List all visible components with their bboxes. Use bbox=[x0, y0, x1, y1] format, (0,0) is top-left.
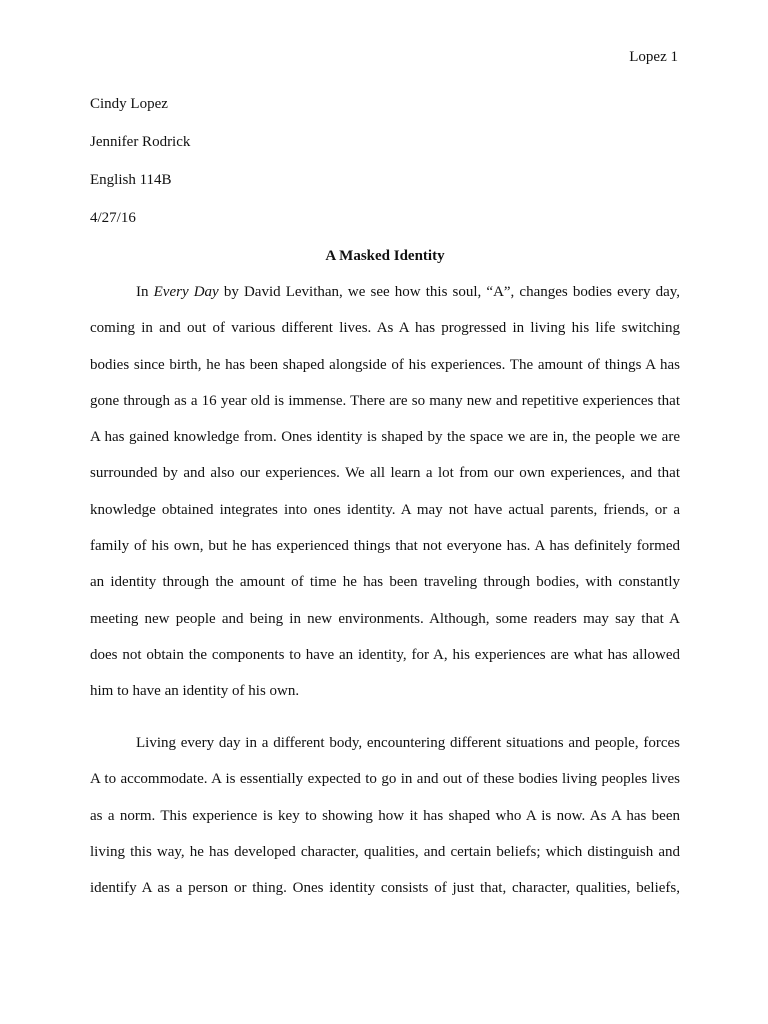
paragraph-line: Living every day in a different body, encountering different situations and people, forces bbox=[136, 735, 680, 751]
running-head: Lopez 1 bbox=[629, 49, 678, 65]
paragraph-2 bbox=[90, 732, 680, 913]
paragraph-line: gone through as a 16 year old is immense. There are so many new and repetitive experiences that bbox=[90, 392, 680, 409]
paragraph-line: an identity through the amount of time he has been traveling through bodies, with constantly bbox=[90, 574, 680, 591]
paragraph-line: identify A as a person or thing. Ones identity consists of just that, character, qualities, beliefs, bbox=[90, 880, 680, 897]
paragraph-line: does not obtain the components to have an identity, for A, his experiences are what has allowed bbox=[90, 646, 680, 663]
paragraph-line: him to have an identity of his own. bbox=[90, 683, 300, 700]
student-name: Cindy Lopez bbox=[90, 96, 168, 112]
book-title: Every Day bbox=[153, 284, 219, 300]
paragraph-line: family of his own, but he has experienced things that not everyone has. A has definitely formed bbox=[90, 538, 680, 555]
paragraph-line: living this way, he has developed character, qualities, and certain beliefs; which distinguish and bbox=[90, 843, 680, 860]
essay-date: 4/27/16 bbox=[90, 210, 136, 226]
paragraph-line: surrounded by and also our experiences. We all learn a lot from our own experiences, and that bbox=[90, 465, 680, 482]
instructor-name: Jennifer Rodrick bbox=[90, 134, 191, 150]
essay-title: A Masked Identity bbox=[325, 248, 445, 264]
paragraph-line: knowledge obtained integrates into ones identity. A may not have actual parents, friends, or a bbox=[90, 501, 680, 518]
paragraph-line: bodies since birth, he has been shaped alongside of his experiences. The amount of things A has bbox=[90, 356, 680, 373]
line-rest-text: by David Levithan, we see how this soul, “A”, changes bodies every day, bbox=[218, 284, 681, 300]
paragraph-line: as a norm. This experience is key to showing how it has shaped who A is now. As A has been bbox=[90, 807, 680, 824]
mla-heading bbox=[90, 94, 680, 246]
paragraph-line: A to accommodate. A is essentially expected to go in and out of these bodies living peoples lives bbox=[90, 771, 680, 788]
paragraph-line: A has gained knowledge from. Ones identity is shaped by the space we are in, the people we are bbox=[90, 429, 680, 446]
course-name: English 114B bbox=[90, 172, 172, 188]
line-lead-text: In bbox=[136, 284, 154, 300]
paragraph-1 bbox=[90, 281, 680, 717]
paragraph-line: coming in and out of various different lives. As A has progressed in living his life switching bbox=[90, 320, 680, 337]
paragraph-line bbox=[90, 281, 680, 317]
paragraph-line: meeting new people and being in new environments. Although, some readers may say that A bbox=[90, 610, 680, 627]
